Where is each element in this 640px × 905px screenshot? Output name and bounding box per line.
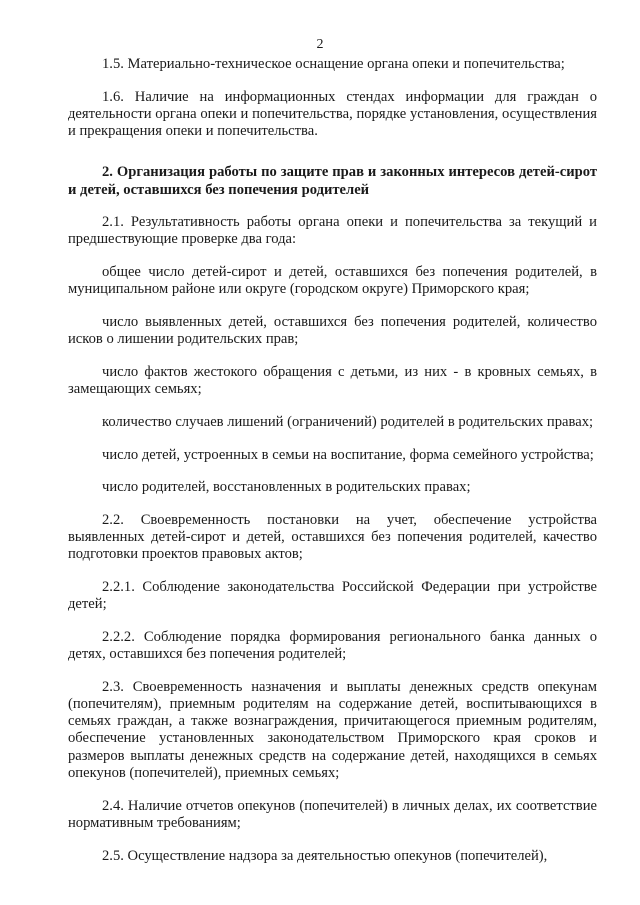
paragraph-1-5: 1.5. Материально-техническое оснащение органа опеки и попечительства; [102, 56, 565, 72]
paragraph-2-1-item-abuse: число фактов жестокого обращения с детьми, из них - в кровных семьях, в замещающих семьях; [68, 363, 597, 398]
paragraph-2-5: 2.5. Осуществление надзора за деятельностью опекунов (попечителей), [102, 847, 548, 864]
paragraph-1-6: 1.6. Наличие на информационных стендах информации для граждан о деятельности органа опеки и попечительства, порядке установления, осуществления и прекращения опеки и попечительства. [68, 88, 597, 140]
paragraph-2-2-2: 2.2.2. Соблюдение порядка формирования регионального банка данных о детях, оставшихся без попечения родителей; [68, 628, 597, 663]
paragraph-2-1-item-identified: число выявленных детей, оставшихся без попечения родителей, количество исков о лишении родительских прав; [68, 314, 597, 348]
page-number: 2 [316, 37, 324, 52]
paragraph-2-2: 2.2. Своевременность постановки на учет, обеспечение устройства выявленных детей-сирот и детей, оставшихся без попечения родителей, качество подготовки проектов правовых актов; [68, 511, 597, 563]
paragraph-2-1-item-restored: число родителей, восстановленных в родительских правах; [102, 479, 471, 496]
paragraph-2-1: 2.1. Результативность работы органа опеки и попечительства за текущий и предшествующие проверке два года: [68, 214, 597, 248]
paragraph-2-1-item-deprivation: количество случаев лишений (ограничений) родителей в родительских правах; [102, 413, 594, 430]
paragraph-2-4: 2.4. Наличие отчетов опекунов (попечителей) в личных делах, их соответствие нормативным требованиям; [68, 797, 597, 831]
document-body [68, 56, 597, 865]
paragraph-2-3: 2.3. Своевременность назначения и выплаты денежных средств опекунам (попечителям), приемным родителям на содержание детей, воспитывающихся в семьях граждан, а также вознаграждения, причитающегося приемным родителям, обеспечение установленных законодательством Приморского края сроков и размеров выплаты денежных средств на содержание детей, находящихся в семьях опекунов (попечителей), приемных семьях; [68, 678, 597, 781]
paragraph-2-2-1: 2.2.1. Соблюдение законодательства Российской Федерации при устройстве детей; [68, 579, 597, 613]
paragraph-2-1-item-total: общее число детей-сирот и детей, оставшихся без попечения родителей, в муниципальном районе или округе (городском округе) Приморского края; [68, 264, 597, 298]
paragraph-2-1-item-placed: число детей, устроенных в семьи на воспитание, форма семейного устройства; [102, 446, 594, 463]
section-heading-2: 2. Организация работы по защите прав и законных интересов детей-сирот и детей, оставшихся без попечения родителей [68, 164, 597, 198]
